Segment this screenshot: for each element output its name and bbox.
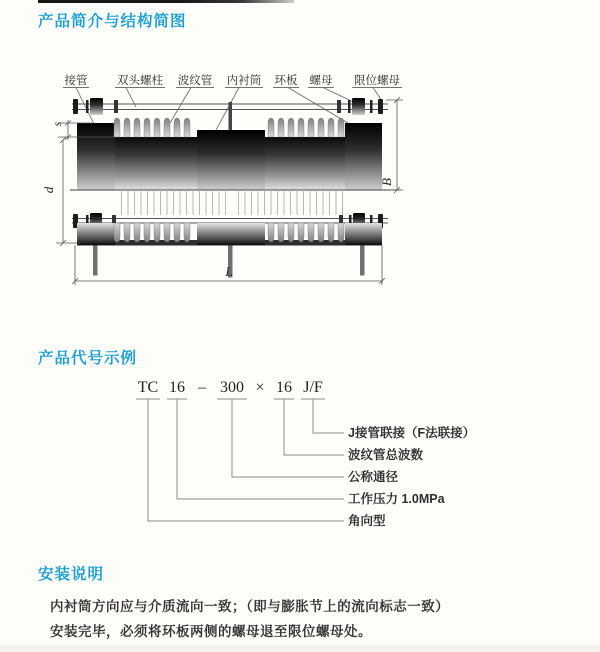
code-part-connection: J/F bbox=[303, 379, 323, 396]
stud-bottom-right bbox=[360, 246, 365, 276]
dim-label-L: L bbox=[225, 264, 233, 279]
callout-working-pressure: 工作压力 1.0MPa bbox=[348, 492, 445, 506]
part-label-double-stud: 双头螺柱 bbox=[117, 75, 163, 87]
liner-hatch-left bbox=[116, 190, 228, 215]
page-bottom-strip bbox=[0, 645, 600, 652]
bellows-top-left bbox=[114, 118, 190, 137]
dim-label-s: s bbox=[50, 121, 64, 127]
dimension-d bbox=[56, 137, 80, 246]
code-separator-times: × bbox=[255, 379, 265, 396]
callout-connection: J接管联接（F法联接） bbox=[348, 426, 476, 440]
section-heading-product-intro: 产品简介与结构简图 bbox=[38, 13, 187, 30]
section-heading-code-example: 产品代号示例 bbox=[38, 350, 138, 367]
part-label-connector-pipe: 接管 bbox=[64, 75, 88, 87]
callout-angular-type: 角向型 bbox=[348, 514, 386, 528]
part-label-bellows: 波纹管 bbox=[177, 75, 213, 87]
installation-note-line2: 安装完毕，必须将环板两侧的螺母退至限位螺母处。 bbox=[50, 624, 372, 639]
part-label-ring-plate: 环板 bbox=[274, 75, 298, 87]
dim-label-B: B bbox=[379, 178, 394, 186]
stud-bottom-left bbox=[93, 246, 98, 276]
scan-artifact bbox=[38, 0, 294, 3]
section-heading-installation: 安装说明 bbox=[38, 566, 105, 583]
part-label-inner-liner: 内衬筒 bbox=[226, 75, 262, 87]
part-label-nut: 螺母 bbox=[309, 75, 333, 87]
installation-note-line1: 内衬筒方向应与介质流向一致；（即与膨胀节上的流向标志一致） bbox=[50, 599, 450, 614]
code-part-diameter: 300 bbox=[220, 379, 244, 396]
code-part-waves: 16 bbox=[276, 379, 292, 396]
callout-nominal-diameter: 公称通径 bbox=[348, 470, 399, 484]
code-callout-lines bbox=[0, 370, 600, 540]
code-part-pressure: 16 bbox=[169, 379, 185, 396]
bellows-top-right bbox=[268, 118, 344, 137]
diagram-part-labels bbox=[63, 73, 402, 88]
dim-label-d: d bbox=[41, 186, 56, 194]
bellows-bottom-left bbox=[114, 223, 190, 242]
code-separator-dash: – bbox=[198, 379, 206, 396]
part-label-limit-nut: 限位螺母 bbox=[354, 75, 400, 87]
bellows-bottom-right bbox=[268, 223, 344, 242]
liner-hatch-right bbox=[234, 190, 344, 215]
code-part-type: TC bbox=[137, 379, 159, 396]
structure-diagram bbox=[30, 68, 450, 313]
callout-wave-count: 波纹管总波数 bbox=[348, 448, 424, 462]
